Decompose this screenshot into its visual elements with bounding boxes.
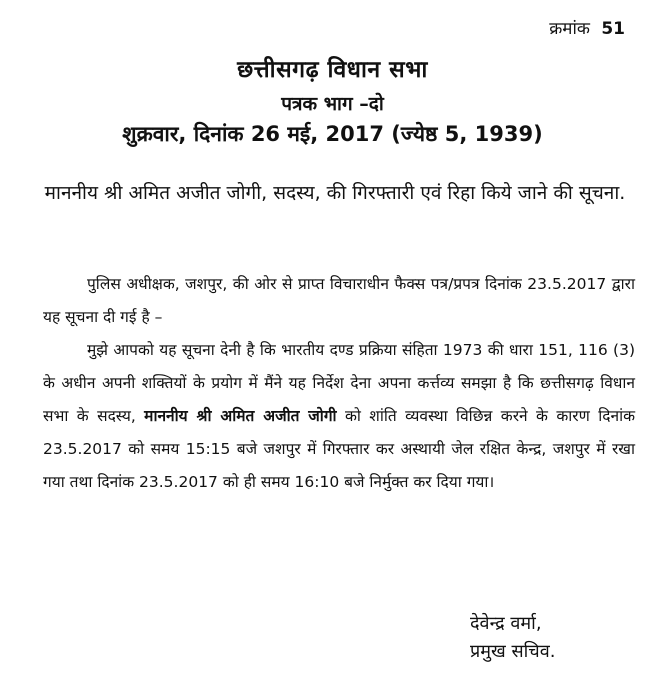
paragraph-2-text-a: मुझे आपको यह सूचना देनी है कि भारतीय दण्ड प्रक्रिया संहिता 1973 की धारा 151, 116 (3) के अधीन अपनी शक्तियों के प्रयोग में मैंने यह निर्देश देना अपना कर्त्तव्य समझा है कि छत्तीसगढ़ विधान सभा के सदस्य, bbox=[43, 341, 635, 425]
signatory-name: देवेन्द्र वर्मा, bbox=[470, 613, 542, 634]
serial-label: क्रमांक bbox=[549, 19, 590, 39]
serial-number bbox=[549, 16, 625, 39]
paragraph-2 bbox=[43, 334, 635, 499]
serial-value: 51 bbox=[601, 19, 625, 39]
assembly-title: छत्तीसगढ़ विधान सभा bbox=[237, 57, 428, 83]
signature-block bbox=[470, 610, 555, 666]
date-line: शुक्रवार, दिनांक 26 मई, 2017 (ज्येष्ठ 5, 1939) bbox=[122, 122, 543, 146]
member-name: माननीय श्री अमित अजीत जोगी bbox=[144, 407, 337, 425]
document-body bbox=[43, 268, 635, 499]
paragraph-1: पुलिस अधीक्षक, जशपुर, की ओर से प्राप्त विचाराधीन फैक्स पत्र/प्रपत्र दिनांक 23.5.2017 द्वारा यह सूचना दी गई है – bbox=[43, 275, 635, 326]
signatory-designation: प्रमुख सचिव. bbox=[470, 641, 556, 662]
bulletin-part: पत्रक भाग –दो bbox=[281, 93, 384, 115]
paragraph-2-text-b: को शांति व्यवस्था विछिन्न करने के कारण दिनांक 23.5.2017 को समय 15:15 बजे जशपुर में गिरफ्तार कर अस्थायी जेल रक्षित केन्द्र, जशपुर में रखा गया तथा दिनांक 23.5.2017 को ही समय 16:10 बजे निर्मुक्त कर दिया गया। bbox=[43, 407, 635, 491]
subject-heading: माननीय श्री अमित अजीत जोगी, सदस्य, की गिरफ्तारी एवं रिहा किये जाने की सूचना. bbox=[44, 182, 626, 204]
